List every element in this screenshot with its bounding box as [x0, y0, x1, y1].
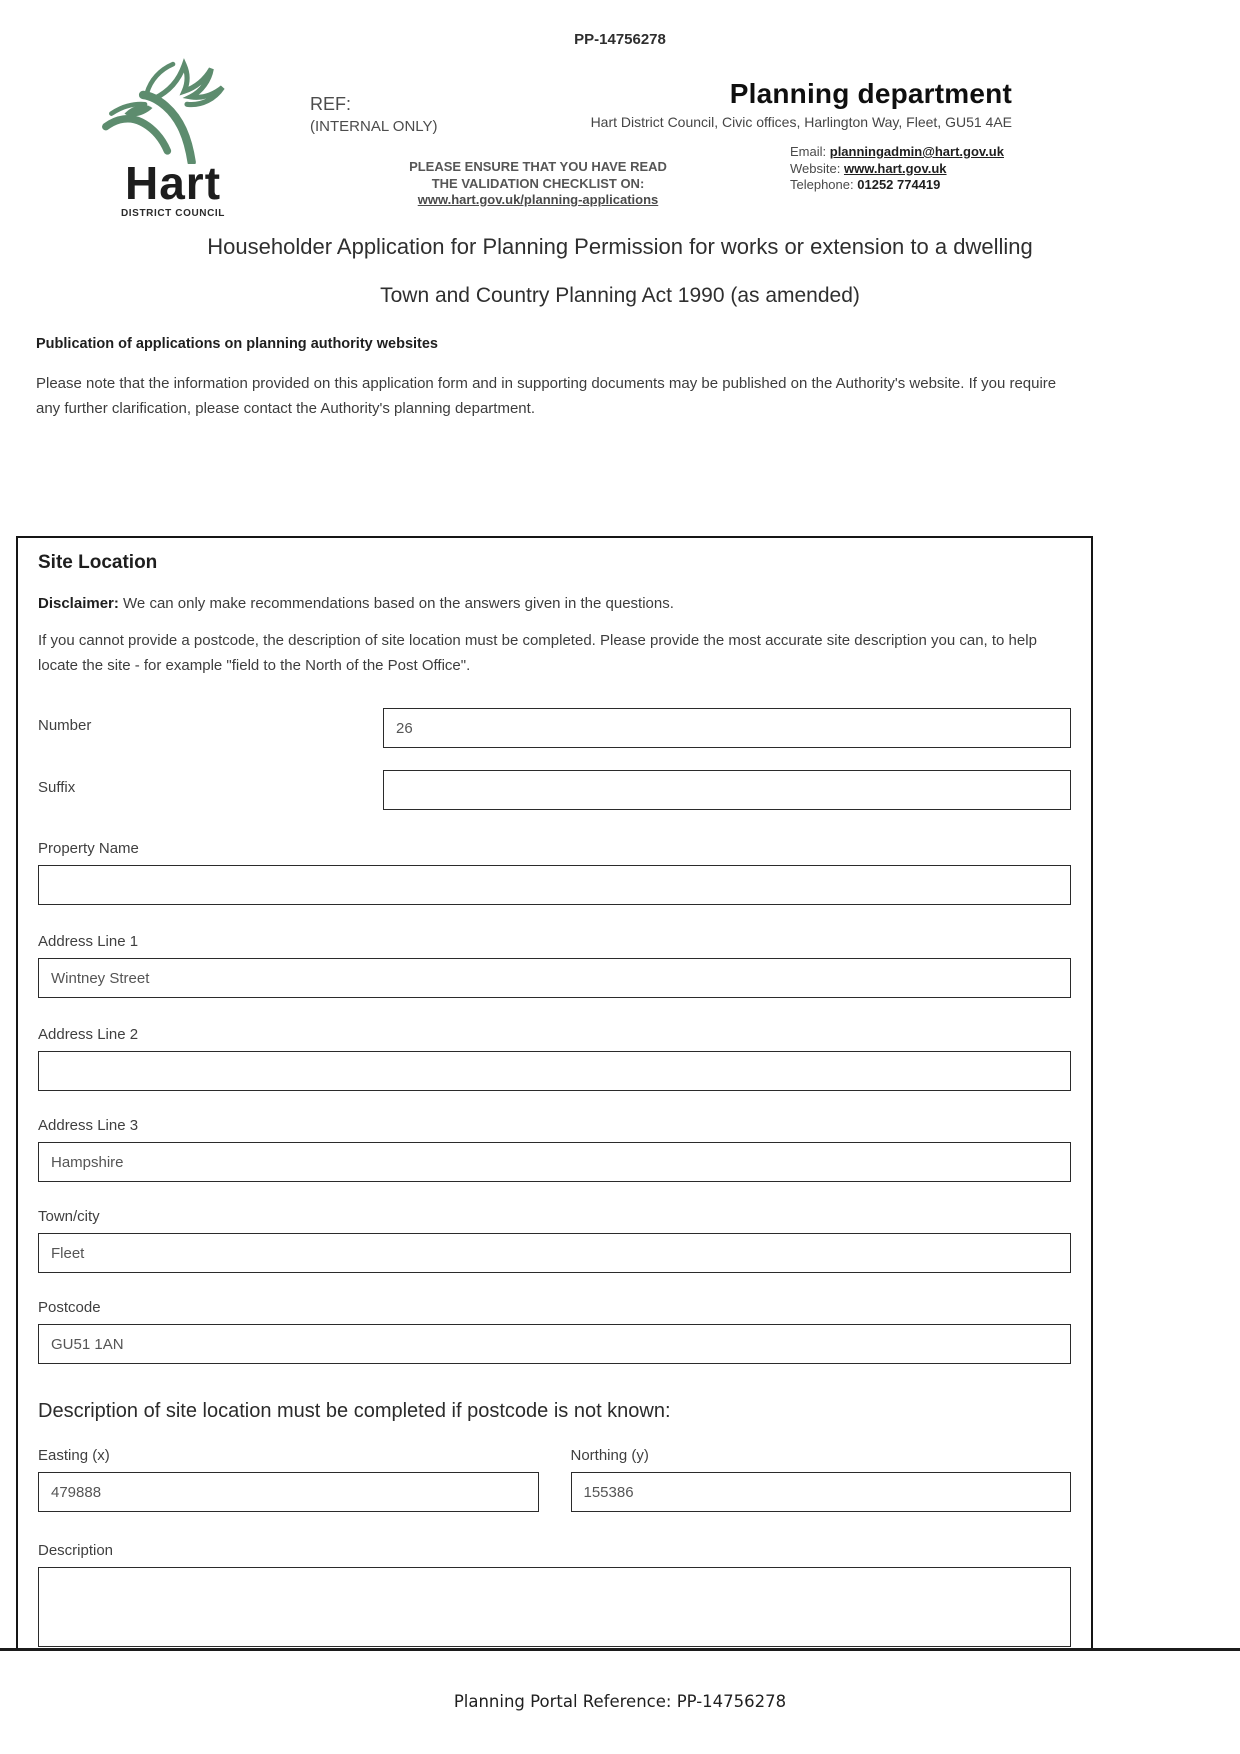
address-line-2-input[interactable] [38, 1051, 1071, 1091]
coordinates-row [38, 1447, 1071, 1512]
easting-input[interactable] [38, 1472, 539, 1512]
number-label: Number [38, 717, 92, 734]
form-title: Householder Application for Planning Permission for works or extension to a dwelling [207, 234, 1033, 259]
contact-email-link[interactable]: planningadmin@hart.gov.uk [829, 144, 1004, 159]
contact-email-line [790, 144, 1004, 161]
description-label: Description [38, 1542, 114, 1559]
department-address: Hart District Council, Civic offices, Harlington Way, Fleet, GU51 4AE [590, 114, 1012, 130]
postcode-label: Postcode [38, 1299, 101, 1316]
ref-label: REF: [310, 94, 352, 114]
northing-label: Northing (y) [570, 1447, 649, 1464]
publication-body: Please note that the information provided on this application form and in supporting documents may be published on the Authority's website. If you require any further clarification, please contact the Authority's planning department. [36, 375, 1057, 417]
validation-checklist-link[interactable]: www.hart.gov.uk/planning-applications [417, 192, 659, 207]
disclaimer-label: Disclaimer: [38, 595, 119, 612]
easting-field [38, 1447, 539, 1512]
contact-website-link[interactable]: www.hart.gov.uk [843, 160, 947, 176]
town-city-label: Town/city [38, 1208, 100, 1225]
description-heading: Description of site location must be completed if postcode is not known: [38, 1400, 671, 1422]
northing-input[interactable] [571, 1472, 1072, 1512]
address-line-1-label: Address Line 1 [38, 933, 139, 950]
contact-telephone-value: 01252 774419 [857, 177, 941, 192]
internal-ref-block [310, 93, 438, 137]
property-name-input[interactable] [38, 865, 1071, 905]
contact-email-label: Email: [790, 144, 827, 159]
contact-block [790, 144, 1004, 194]
property-name-label: Property Name [38, 840, 139, 857]
easting-label: Easting (x) [38, 1447, 110, 1464]
address-line-1-input[interactable] [38, 958, 1071, 998]
hart-logo-subtitle: DISTRICT COUNCIL [120, 208, 226, 220]
address-line-3-label: Address Line 3 [38, 1117, 139, 1134]
description-input[interactable] [38, 1567, 1071, 1647]
validation-line2: THE VALIDATION CHECKLIST ON: [431, 175, 645, 191]
page-divider [0, 1648, 1240, 1651]
contact-website-line [790, 161, 1004, 178]
address-line-3-input[interactable] [38, 1142, 1071, 1182]
site-instruction: If you cannot provide a postcode, the description of site location must be completed. Please provide the most accurate site description you can, to help locate the site - for example "field to the North of the Post Office". [38, 632, 1037, 674]
contact-telephone-label: Telephone: [790, 177, 854, 192]
validation-line1: PLEASE ENSURE THAT YOU HAVE READ [409, 159, 667, 174]
department-title: Planning department [729, 78, 1012, 109]
site-location-section [16, 536, 1093, 1650]
contact-website-label: Website: [790, 160, 841, 176]
publication-heading: Publication of applications on planning authority websites [36, 336, 438, 352]
department-block [452, 78, 1012, 130]
number-field-row [38, 708, 1071, 748]
page-reference: PP-14756278 [574, 31, 666, 48]
suffix-label: Suffix [38, 779, 76, 796]
town-city-input[interactable] [38, 1233, 1071, 1273]
site-location-heading: Site Location [38, 552, 158, 573]
hart-logo [88, 52, 258, 219]
disclaimer-text: We can only make recommendations based on the answers given in the questions. [118, 595, 674, 612]
suffix-input[interactable] [383, 770, 1071, 810]
hart-stag-icon [98, 52, 248, 164]
postcode-input[interactable] [38, 1324, 1071, 1364]
act-title: Town and Country Planning Act 1990 (as amended) [380, 284, 860, 307]
contact-telephone-line [790, 177, 1004, 194]
suffix-field-row [38, 770, 1071, 810]
northing-field [571, 1447, 1072, 1512]
hart-logo-name: Hart [124, 157, 222, 209]
footer-reference: Planning Portal Reference: PP-14756278 [453, 1692, 787, 1711]
ref-internal-note: (INTERNAL ONLY) [310, 118, 438, 136]
number-input[interactable] [383, 708, 1071, 748]
address-line-2-label: Address Line 2 [38, 1026, 139, 1043]
validation-notice [383, 159, 693, 209]
disclaimer [38, 595, 1071, 612]
